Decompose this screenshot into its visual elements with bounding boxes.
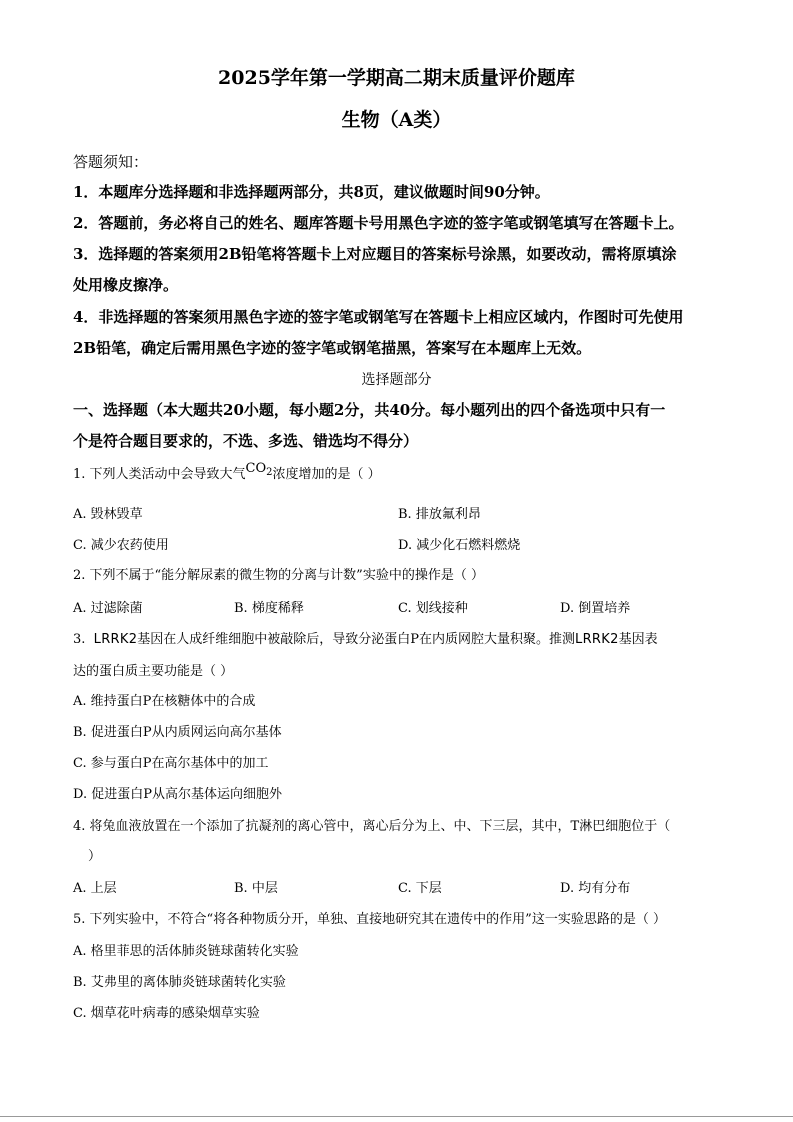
question-1-option-a: A. 毁林毁草	[73, 507, 143, 522]
question-3-stem-cont: 达的蛋白质主要功能是（ ）	[73, 664, 234, 679]
question-5-option-a: A. 格里菲思的活体肺炎链球菌转化实验	[73, 944, 299, 959]
question-4-option-c: C. 下层	[398, 881, 442, 896]
question-5-option-c: C. 烟草花叶病毒的感染烟草实验	[73, 1006, 260, 1021]
page-subject: 生物（A类）	[341, 109, 452, 131]
instruction-item: 2B铅笔，确定后需用黑色字迹的签字笔或钢笔描黑，答案写在本题库上无效。	[73, 339, 592, 357]
gene-lrrk2: LRRK2	[93, 632, 138, 647]
question-2-option-c: C. 划线接种	[398, 601, 468, 616]
question-4-option-d: D. 均有分布	[560, 881, 631, 896]
question-1-stem: 1. 下列人类活动中会导致大气$CO_2$浓度增加的是（ ）	[73, 461, 381, 482]
question-3-option-c: C. 参与蛋白P在高尔基体中的加工	[73, 756, 269, 771]
question-3-stem: 3. LRRK2基因在人成纤维细胞中被敲除后，导致分泌蛋白P在内质网腔大量积聚。推测LRRK2基因表	[73, 632, 658, 647]
question-4-stem-cont: ）	[88, 849, 102, 864]
question-3-option-a: A. 维持蛋白P在核糖体中的合成	[73, 694, 256, 709]
question-2-option-b: B. 梯度稀释	[234, 601, 304, 616]
part-title: 选择题部分	[361, 372, 432, 388]
gene-lrrk2: LRRK2	[575, 632, 619, 647]
instructions-heading: 答题须知：	[73, 153, 149, 171]
question-2-stem: 2. 下列不属于“能分解尿素的微生物的分离与计数”实验中的操作是（ ）	[73, 568, 484, 583]
question-3-option-d: D. 促进蛋白P从高尔基体运向细胞外	[73, 787, 282, 802]
instruction-item: 处用橡皮擦净。	[73, 276, 179, 294]
question-4-option-b: B. 中层	[234, 881, 278, 896]
instruction-item: 2．答题前，务必将自己的姓名、题库答题卡号用黑色字迹的签字笔或钢笔填写在答题卡上。	[73, 214, 684, 232]
question-2-option-a: A. 过滤除菌	[73, 601, 143, 616]
question-2-option-d: D. 倒置培养	[560, 601, 631, 616]
instruction-item: 3．选择题的答案须用2B铅笔将答题卡上对应题目的答案标号涂黑，如要改动，需将原填涂	[73, 245, 677, 263]
question-1-option-b: B. 排放氟利昂	[398, 507, 481, 522]
question-1-option-d: D. 减少化石燃料燃烧	[398, 538, 521, 553]
instruction-item: 1．本题库分选择题和非选择题两部分，共8页，建议做题时间90分钟。	[73, 183, 550, 201]
question-5-option-b: B. 艾弗里的离体肺炎链球菌转化实验	[73, 975, 286, 990]
page-bottom-rule	[0, 1116, 793, 1117]
page-title: 2025学年第一学期高二期末质量评价题库	[218, 67, 575, 89]
section-heading: 一、选择题（本大题共20小题，每小题2分，共40分。每小题列出的四个备选项中只有一	[73, 401, 666, 419]
section-heading-cont: 个是符合题目要求的，不选、多选、错选均不得分）	[73, 432, 419, 450]
question-5-stem: 5. 下列实验中，不符合“将各种物质分开，单独、直接地研究其在遗传中的作用”这一实验思路的是（ ）	[73, 912, 666, 927]
question-4-option-a: A. 上层	[73, 881, 117, 896]
instruction-item: 4．非选择题的答案须用黑色字迹的签字笔或钢笔写在答题卡上相应区域内，作图时可先使用	[73, 308, 684, 326]
co2-formula: $CO_2$	[245, 461, 273, 478]
question-4-stem: 4. 将兔血液放置在一个添加了抗凝剂的离心管中，离心后分为上、中、下三层，其中，T淋巴细胞位于（	[73, 819, 671, 834]
question-3-option-b: B. 促进蛋白P从内质网运向高尔基体	[73, 725, 282, 740]
question-1-option-c: C. 减少农药使用	[73, 538, 169, 553]
